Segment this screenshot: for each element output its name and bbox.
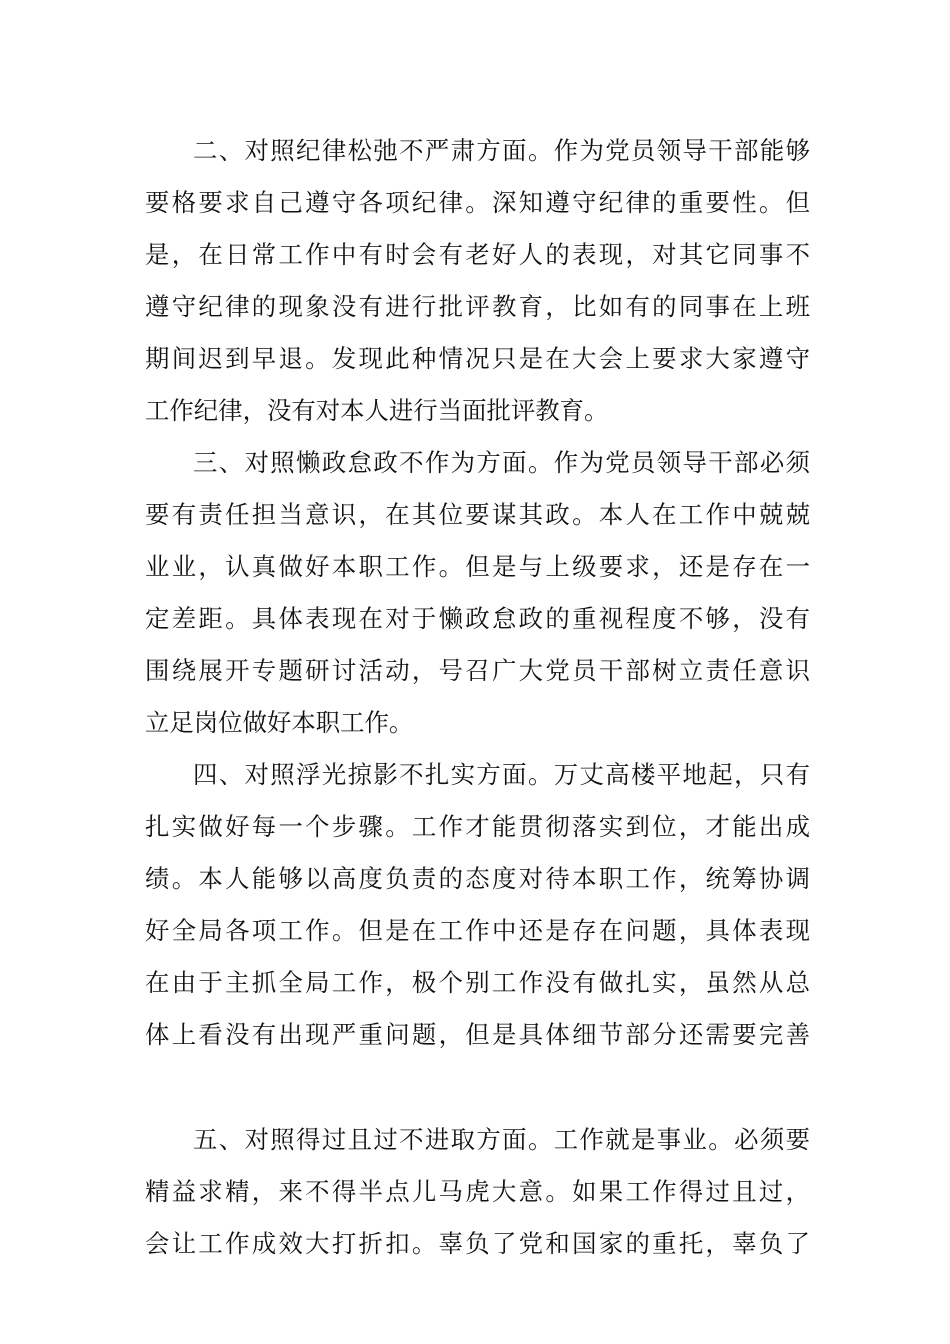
paragraph-2-line-6: 工作纪律，没有对本人进行当面批评教育。 [145,396,609,425]
paragraph-4-line-3: 绩。本人能够以高度负责的态度对待本职工作，统筹协调 [145,864,810,893]
paragraph-3-line-1: 三、对照懒政怠政不作为方面。作为党员领导干部必须 [193,448,810,477]
paragraph-2-line-4: 遵守纪律的现象没有进行批评教育，比如有的同事在上班 [145,292,810,321]
paragraph-3-line-3: 业业，认真做好本职工作。但是与上级要求，还是存在一 [145,552,810,581]
paragraph-2-line-5: 期间迟到早退。发现此种情况只是在大会上要求大家遵守 [145,344,810,373]
paragraph-4-line-2: 扎实做好每一个步骤。工作才能贯彻落实到位，才能出成 [145,812,810,841]
paragraph-4-line-6: 体上看没有出现严重问题，但是具体细节部分还需要完善 [145,1020,810,1049]
paragraph-2-line-1: 二、对照纪律松弛不严肃方面。作为党员领导干部能够 [193,136,810,165]
paragraph-5-line-2: 精益求精，来不得半点儿马虎大意。如果工作得过且过， [145,1177,810,1206]
paragraph-4-line-1: 四、对照浮光掠影不扎实方面。万丈高楼平地起，只有 [193,760,810,789]
paragraph-3-line-2: 要有责任担当意识，在其位要谋其政。本人在工作中兢兢 [145,500,810,529]
paragraph-3-line-6: 立足岗位做好本职工作。 [145,708,414,737]
paragraph-5-line-1: 五、对照得过且过不进取方面。工作就是事业。必须要 [193,1125,810,1154]
paragraph-2-line-2: 要格要求自己遵守各项纪律。深知遵守纪律的重要性。但 [145,188,810,217]
paragraph-2-line-3: 是，在日常工作中有时会有老好人的表现，对其它同事不 [145,240,810,269]
paragraph-3-line-5: 围绕展开专题研讨活动，号召广大党员干部树立责任意识 [145,656,810,685]
paragraph-5-line-3: 会让工作成效大打折扣。辜负了党和国家的重托，辜负了 [145,1229,810,1258]
paragraph-4-line-4: 好全局各项工作。但是在工作中还是存在问题，具体表现 [145,916,810,945]
paragraph-3-line-4: 定差距。具体表现在对于懒政怠政的重视程度不够，没有 [145,604,810,633]
paragraph-4-line-5: 在由于主抓全局工作，极个别工作没有做扎实，虽然从总 [145,968,810,997]
